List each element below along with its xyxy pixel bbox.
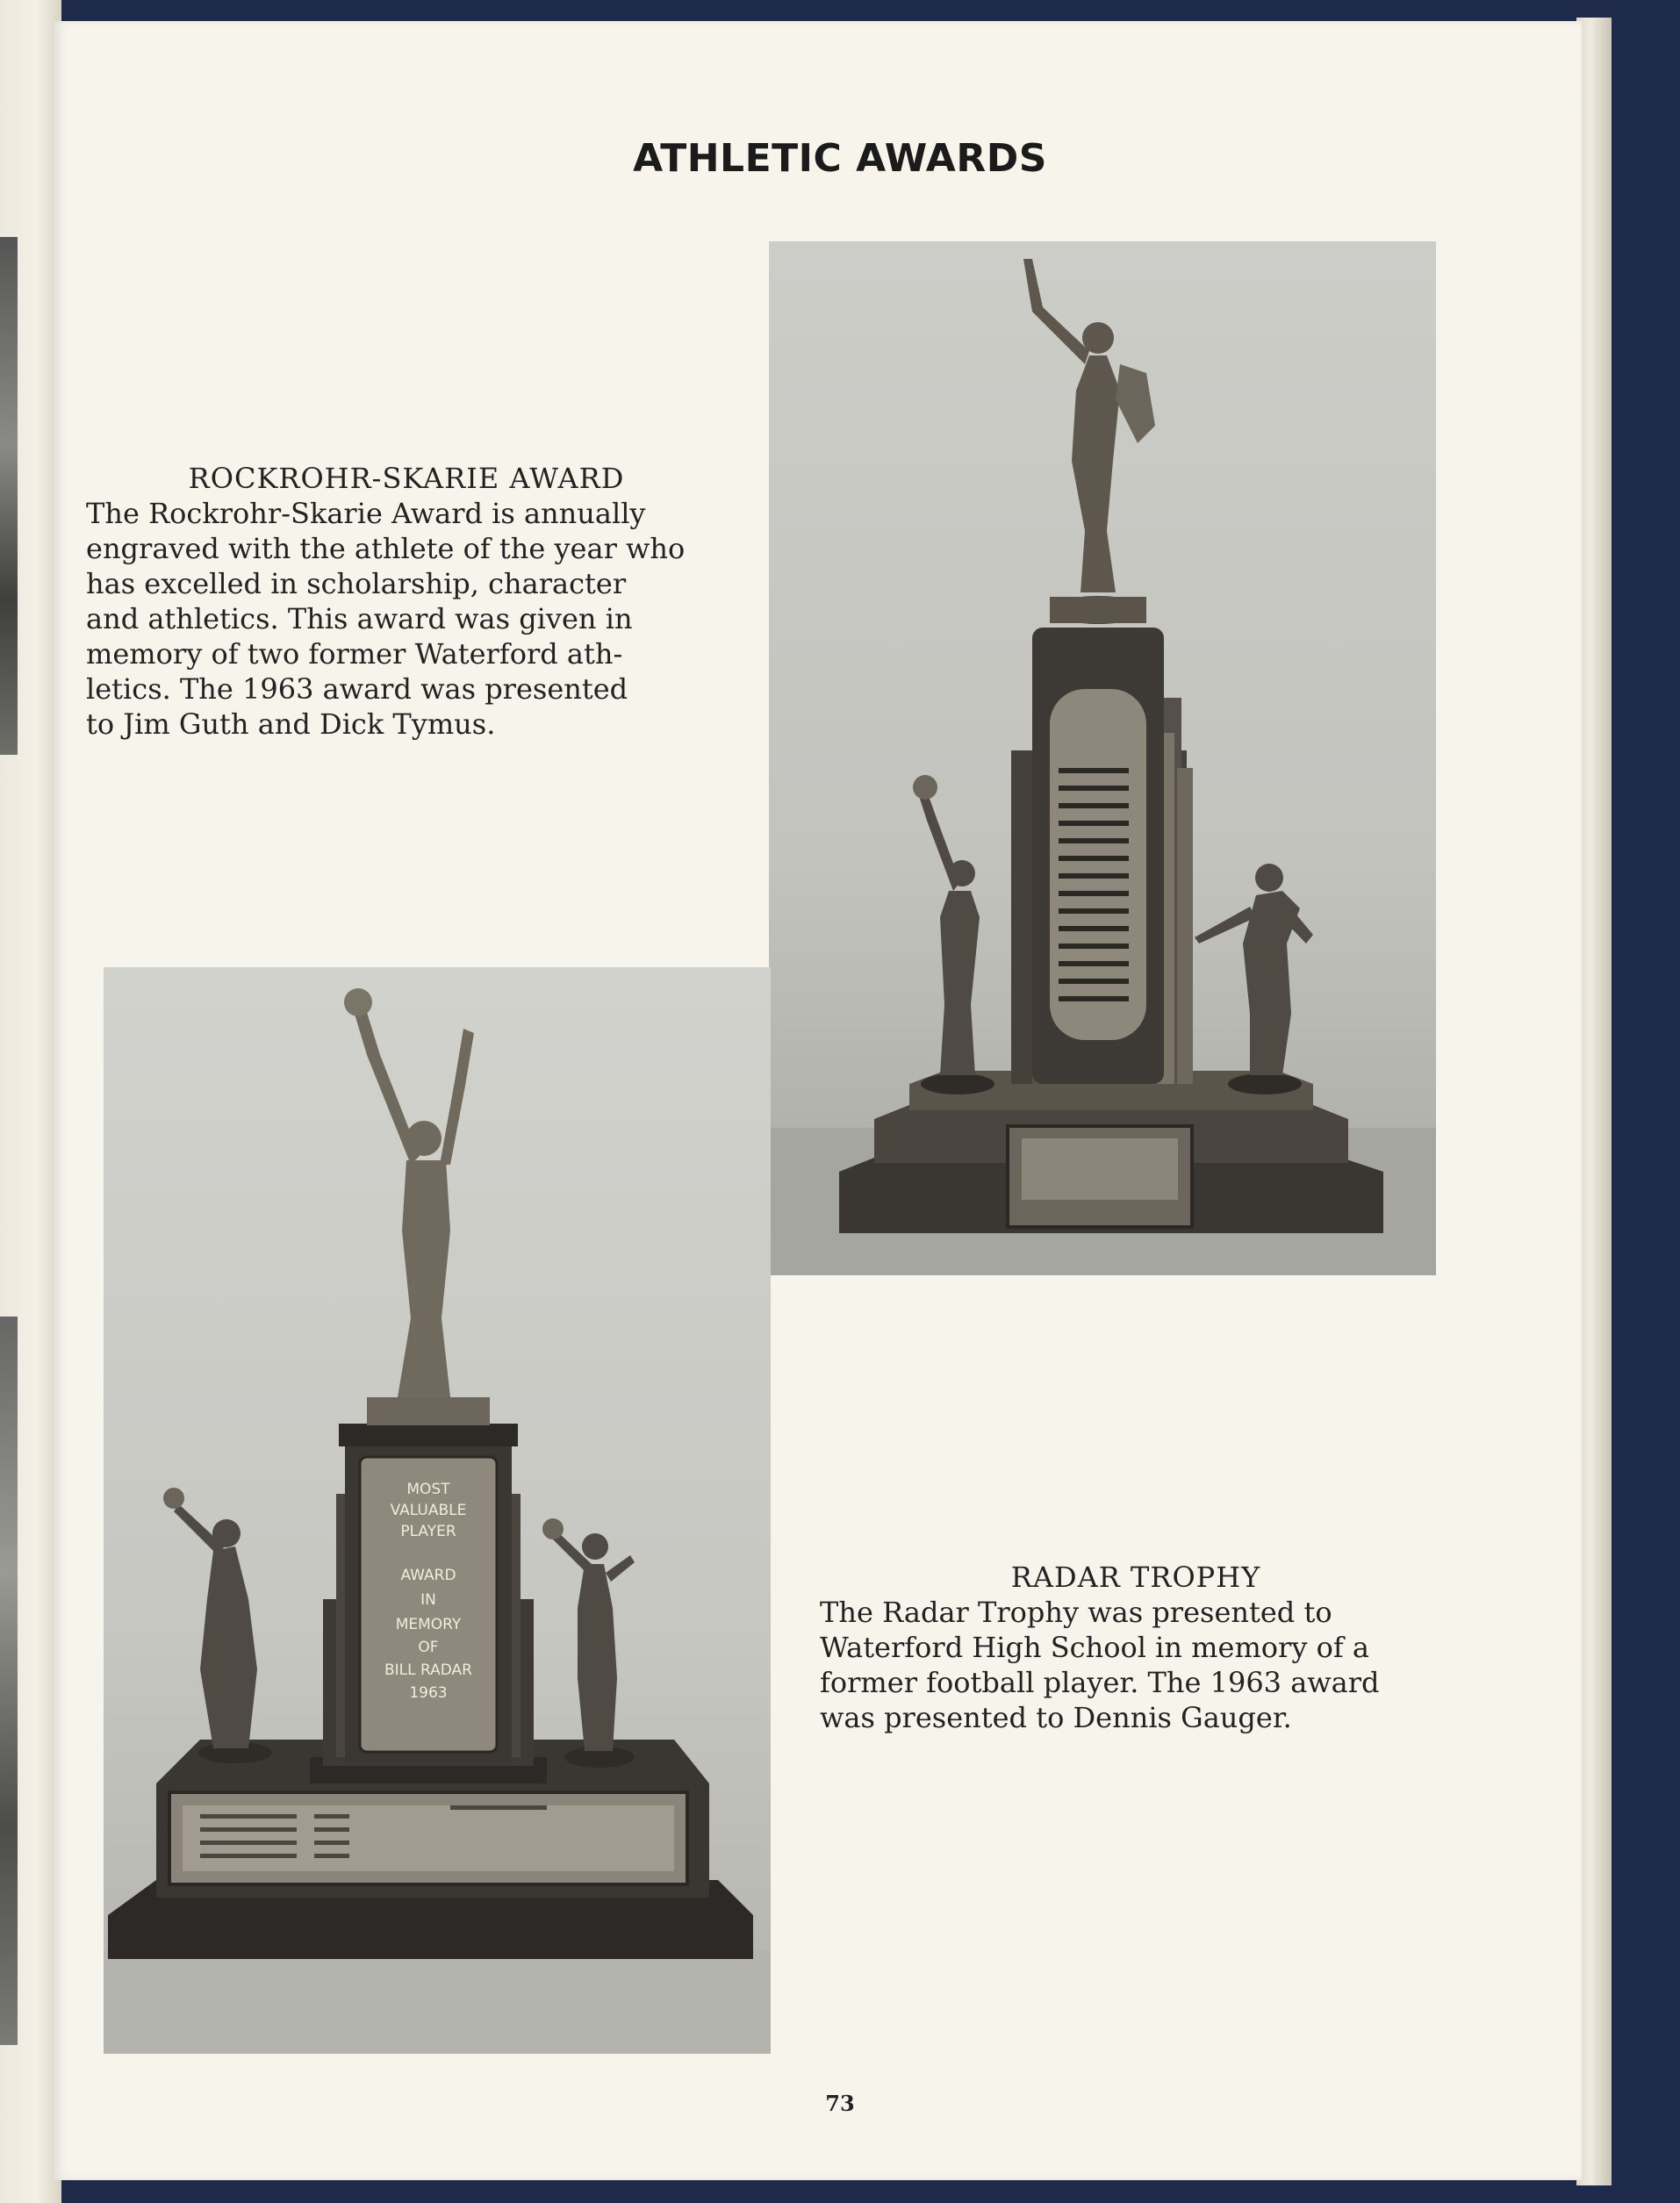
caption-line: was presented to Dennis Gauger. [820, 1701, 1292, 1734]
page-number: 73 [825, 2091, 855, 2116]
plaque-line: MOST [406, 1481, 450, 1498]
facing-page-photo-edge [0, 237, 18, 755]
caption-line: memory of two former Waterford ath- [86, 637, 623, 671]
caption-line: letics. The 1963 award was presented [86, 672, 628, 706]
facing-page-photo-edge [0, 1317, 18, 2045]
radar-trophy-caption [820, 1560, 1452, 1735]
plaque-line: AWARD [400, 1567, 456, 1584]
rockrohr-skarie-caption [86, 461, 727, 742]
plaque-line: MEMORY [395, 1616, 462, 1633]
page-edge-right [1576, 18, 1612, 2185]
caption-line: and athletics. This award was given in [86, 602, 633, 635]
caption-line: The Radar Trophy was presented to [820, 1596, 1332, 1629]
rockrohr-skarie-trophy-photo [769, 241, 1436, 1275]
plaque-line: BILL RADAR [384, 1661, 473, 1679]
caption-line: former football player. The 1963 award [820, 1666, 1380, 1699]
plaque-line: 1963 [409, 1684, 448, 1702]
rockrohr-skarie-heading: ROCKROHR-SKARIE AWARD [188, 462, 625, 495]
radar-trophy-illustration [104, 967, 771, 2054]
plaque-line: VALUABLE [390, 1502, 467, 1519]
caption-line: has excelled in scholarship, character [86, 567, 627, 600]
caption-line: to Jim Guth and Dick Tymus. [86, 707, 496, 741]
radar-trophy-photo [104, 967, 771, 2054]
caption-line: engraved with the athlete of the year who [86, 532, 686, 565]
plaque-line: IN [420, 1591, 436, 1609]
plaque-line: OF [418, 1639, 439, 1656]
rockrohr-skarie-trophy-illustration [769, 241, 1436, 1275]
caption-line: Waterford High School in memory of a [820, 1631, 1369, 1664]
page-title: ATHLETIC AWARDS [633, 136, 1047, 181]
radar-trophy-heading: RADAR TROPHY [1010, 1561, 1261, 1594]
plaque-line: PLAYER [400, 1523, 456, 1540]
caption-line: The Rockrohr-Skarie Award is annually [86, 497, 646, 530]
